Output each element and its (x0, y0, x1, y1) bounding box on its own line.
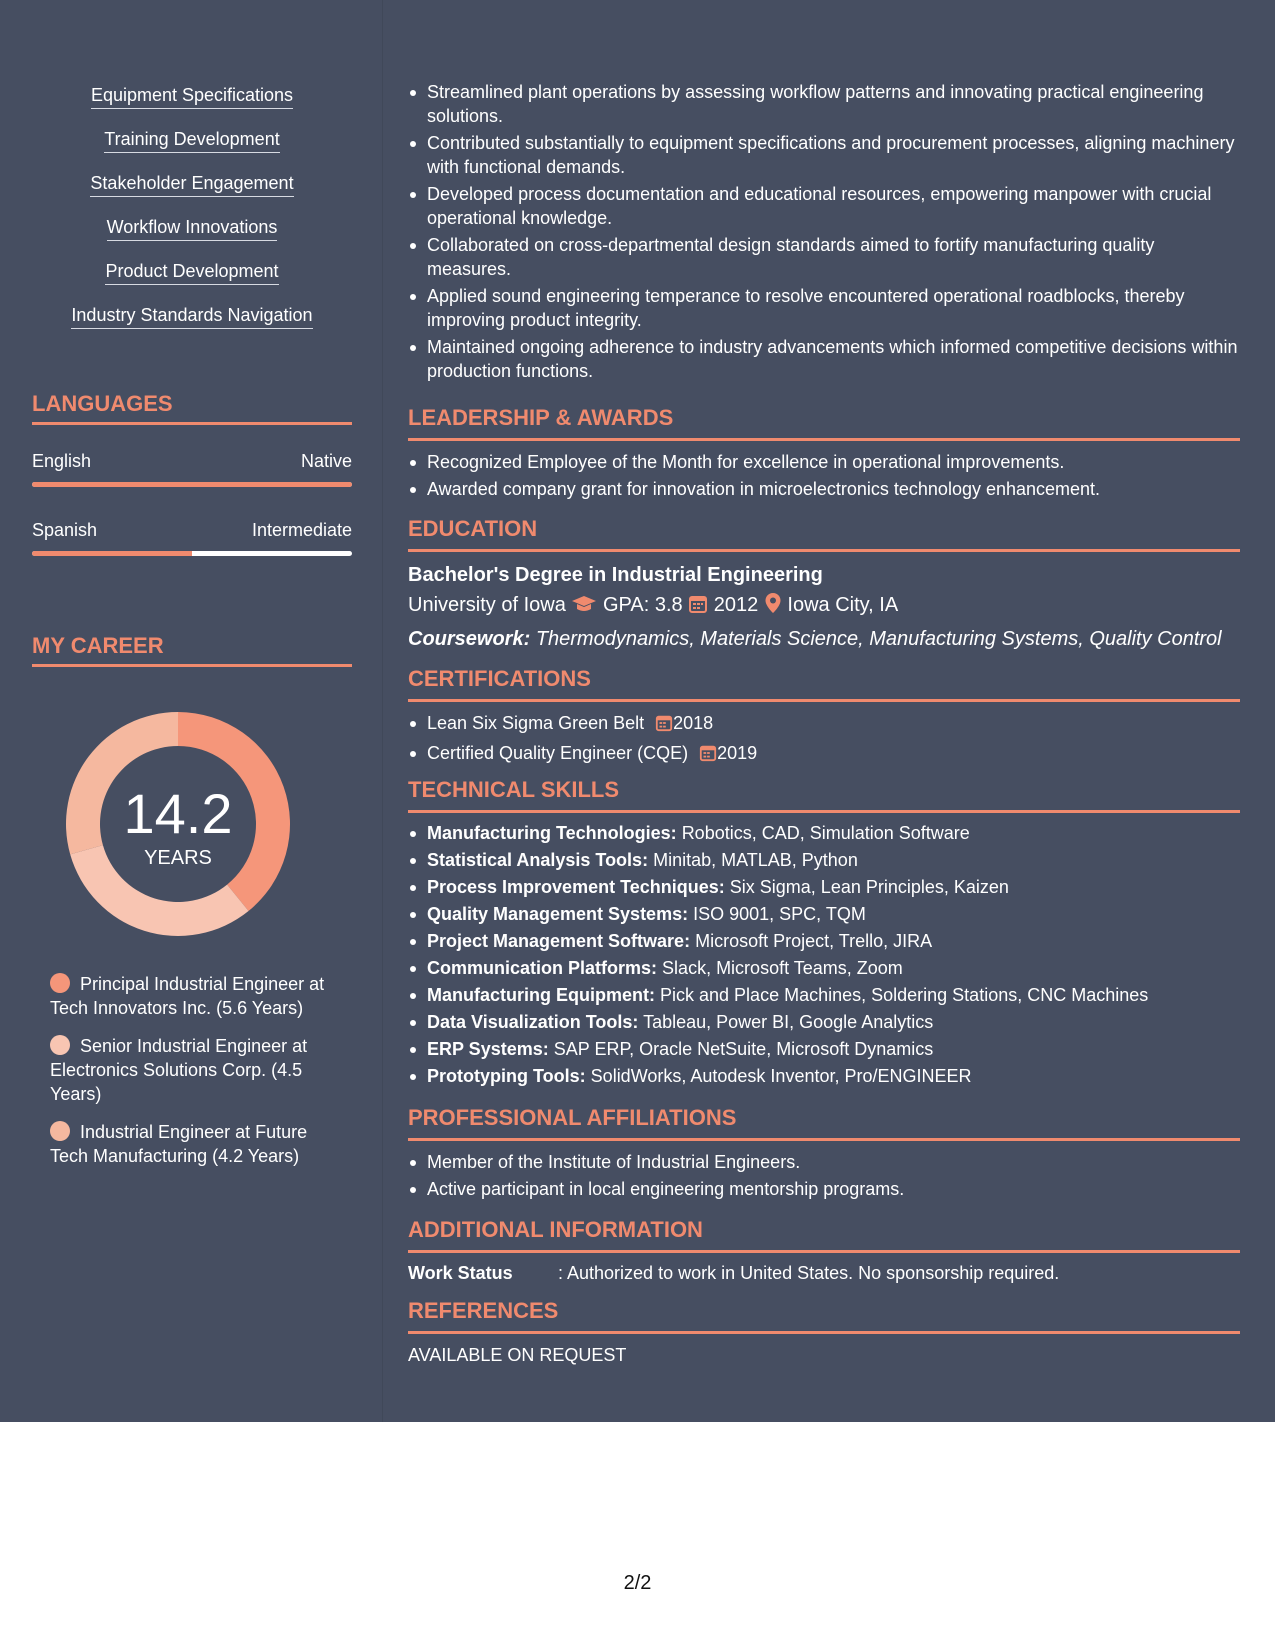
legend-dot (50, 973, 70, 993)
certification-year: 2019 (717, 743, 758, 763)
tech-skill-value: Minitab, MATLAB, Python (653, 850, 858, 870)
section-rule (408, 1250, 1240, 1253)
language-name: English (32, 451, 92, 471)
tech-skill-label: Quality Management Systems: (427, 904, 689, 924)
certification-name: Lean Six Sigma Green Belt (427, 713, 645, 733)
award-item: Recognized Employee of the Month for excellence in operational improvements. (427, 450, 1240, 474)
affiliations-title: PROFESSIONAL AFFILIATIONS (408, 1105, 737, 1130)
coursework-value: Thermodynamics, Materials Science, Manufacturing Systems, Quality Control (535, 628, 1222, 650)
certifications-section (408, 666, 1240, 768)
tech-skill-label: Manufacturing Equipment: (427, 985, 655, 1005)
language-bar (32, 482, 352, 487)
certifications-title: CERTIFICATIONS (408, 666, 591, 691)
tech-skill-value: SolidWorks, Autodesk Inventor, Pro/ENGINEER (590, 1066, 972, 1086)
career-legend-text: Principal Industrial Engineer at Tech Innovators Inc. (5.6 Years) (50, 974, 325, 1018)
career-header (32, 633, 352, 667)
career-legend-item (50, 972, 330, 1020)
leadership-section (408, 405, 1240, 501)
section-rule (408, 810, 1240, 813)
language-level: Intermediate (251, 520, 352, 540)
tech-skill-item (427, 848, 1240, 872)
calendar-icon (655, 714, 673, 738)
experience-bullet: Maintained ongoing adherence to industry advancements which informed competitive decisions within production functions. (427, 335, 1240, 383)
references-text: AVAILABLE ON REQUEST (408, 1345, 627, 1365)
tech-skill-value: Six Sigma, Lean Principles, Kaizen (729, 877, 1009, 897)
language-name: Spanish (32, 520, 98, 540)
experience-bullet: Contributed substantially to equipment specifications and procurement processes, aligning machinery with functional demands. (427, 131, 1240, 179)
tech-skill-label: ERP Systems: (427, 1039, 549, 1059)
tech-skill-label: Prototyping Tools: (427, 1066, 586, 1086)
school-name: University of Iowa (408, 594, 566, 616)
section-rule (408, 1331, 1240, 1334)
experience-bullet: Collaborated on cross-departmental design standards aimed to fortify manufacturing quality measures. (427, 233, 1240, 281)
experience-bullets (408, 80, 1240, 383)
references-section (408, 1298, 1240, 1367)
career-donut-center (66, 712, 290, 936)
tech-skill-value: SAP ERP, Oracle NetSuite, Microsoft Dynamics (553, 1039, 934, 1059)
experience-bullet: Applied sound engineering temperance to resolve encountered operational roadblocks, thereby improving product integrity. (427, 284, 1240, 332)
coursework (408, 626, 1240, 652)
experience-bullet: Streamlined plant operations by assessing workflow patterns and innovating practical engineering solutions. (427, 80, 1240, 128)
technical-skills-title: TECHNICAL SKILLS (408, 777, 620, 802)
career-legend-text: Senior Industrial Engineer at Electronics Solutions Corp. (4.5 Years) (50, 1036, 308, 1104)
graduation-year: 2012 (713, 594, 759, 616)
location-pin-icon (764, 592, 782, 621)
skills-list (32, 84, 352, 348)
gpa: GPA: 3.8 (602, 594, 683, 616)
degree: Bachelor's Degree in Industrial Engineering (408, 564, 823, 586)
school-location: Iowa City, IA (787, 594, 899, 616)
coursework-label: Coursework: (408, 628, 531, 650)
tech-skill-label: Manufacturing Technologies: (427, 823, 677, 843)
work-status-row (408, 1261, 1240, 1285)
language-spanish (32, 519, 352, 556)
career-total-years: 14.2 (123, 782, 233, 845)
tech-skill-item (427, 1064, 1240, 1088)
tech-skill-item (427, 821, 1240, 845)
certification-item (427, 711, 1240, 738)
career-total-unit: YEARS (144, 847, 212, 869)
technical-skills-section (408, 777, 1240, 1088)
tech-skill-label: Data Visualization Tools: (427, 1012, 639, 1032)
certification-name: Certified Quality Engineer (CQE) (427, 743, 689, 763)
career-legend-item (50, 1034, 330, 1106)
graduation-cap-icon (571, 594, 597, 621)
tech-skill-label: Process Improvement Techniques: (427, 877, 725, 897)
tech-skill-label: Communication Platforms: (427, 958, 658, 978)
calendar-icon (699, 744, 717, 768)
career-legend-text: Industrial Engineer at Future Tech Manufacturing (4.2 Years) (50, 1122, 308, 1166)
calendar-icon (688, 594, 708, 621)
career-legend (50, 972, 330, 1182)
section-rule (408, 1138, 1240, 1141)
legend-dot (50, 1121, 70, 1141)
tech-skill-value: Tableau, Power BI, Google Analytics (643, 1012, 934, 1032)
skill-item: Workflow Innovations (107, 216, 278, 241)
language-english (32, 450, 352, 487)
section-rule (408, 438, 1240, 441)
skill-item: Industry Standards Navigation (71, 304, 312, 329)
additional-title: ADDITIONAL INFORMATION (408, 1217, 703, 1242)
tech-skill-item (427, 1010, 1240, 1034)
tech-skill-item (427, 875, 1240, 899)
work-status-label: Work Status (408, 1263, 513, 1283)
references-title: REFERENCES (408, 1298, 559, 1323)
languages-header (32, 391, 352, 425)
skill-item: Training Development (104, 128, 279, 153)
languages-title: LANGUAGES (32, 391, 173, 416)
legend-dot (50, 1035, 70, 1055)
work-status-value: : Authorized to work in United States. No sponsorship required. (558, 1263, 1060, 1283)
skill-item: Equipment Specifications (91, 84, 293, 109)
language-level: Native (300, 451, 352, 471)
tech-skill-value: Slack, Microsoft Teams, Zoom (662, 958, 903, 978)
tech-skill-value: ISO 9001, SPC, TQM (693, 904, 866, 924)
career-legend-item (50, 1120, 330, 1168)
education-title: EDUCATION (408, 516, 538, 541)
section-rule (408, 549, 1240, 552)
certification-item (427, 741, 1240, 768)
section-rule (32, 664, 352, 667)
section-rule (408, 699, 1240, 702)
tech-skill-value: Robotics, CAD, Simulation Software (681, 823, 970, 843)
tech-skill-item (427, 983, 1240, 1007)
tech-skill-value: Pick and Place Machines, Soldering Stations, CNC Machines (660, 985, 1149, 1005)
skill-item: Stakeholder Engagement (90, 172, 293, 197)
education-section (408, 516, 1240, 652)
affiliation-item: Active participant in local engineering mentorship programs. (427, 1177, 1240, 1201)
language-bar-fill (32, 551, 192, 556)
leadership-title: LEADERSHIP & AWARDS (408, 405, 674, 430)
tech-skill-item (427, 956, 1240, 980)
career-title: MY CAREER (32, 633, 164, 658)
section-rule (32, 422, 352, 425)
tech-skill-item (427, 929, 1240, 953)
experience-bullet: Developed process documentation and educational resources, empowering manpower with crucial operational knowledge. (427, 182, 1240, 230)
page-number: 2/2 (623, 1572, 652, 1594)
education-details (408, 592, 1240, 621)
tech-skill-label: Project Management Software: (427, 931, 691, 951)
tech-skill-item (427, 1037, 1240, 1061)
skill-item: Product Development (105, 260, 278, 285)
affiliation-item: Member of the Institute of Industrial Engineers. (427, 1150, 1240, 1174)
award-item: Awarded company grant for innovation in microelectronics technology enhancement. (427, 477, 1240, 501)
language-bar (32, 551, 352, 556)
additional-section (408, 1217, 1240, 1285)
certification-year: 2018 (673, 713, 714, 733)
language-bar-fill (32, 482, 352, 487)
affiliations-section (408, 1105, 1240, 1201)
tech-skill-item (427, 902, 1240, 926)
tech-skill-value: Microsoft Project, Trello, JIRA (695, 931, 933, 951)
tech-skill-label: Statistical Analysis Tools: (427, 850, 649, 870)
column-divider (382, 0, 383, 1422)
